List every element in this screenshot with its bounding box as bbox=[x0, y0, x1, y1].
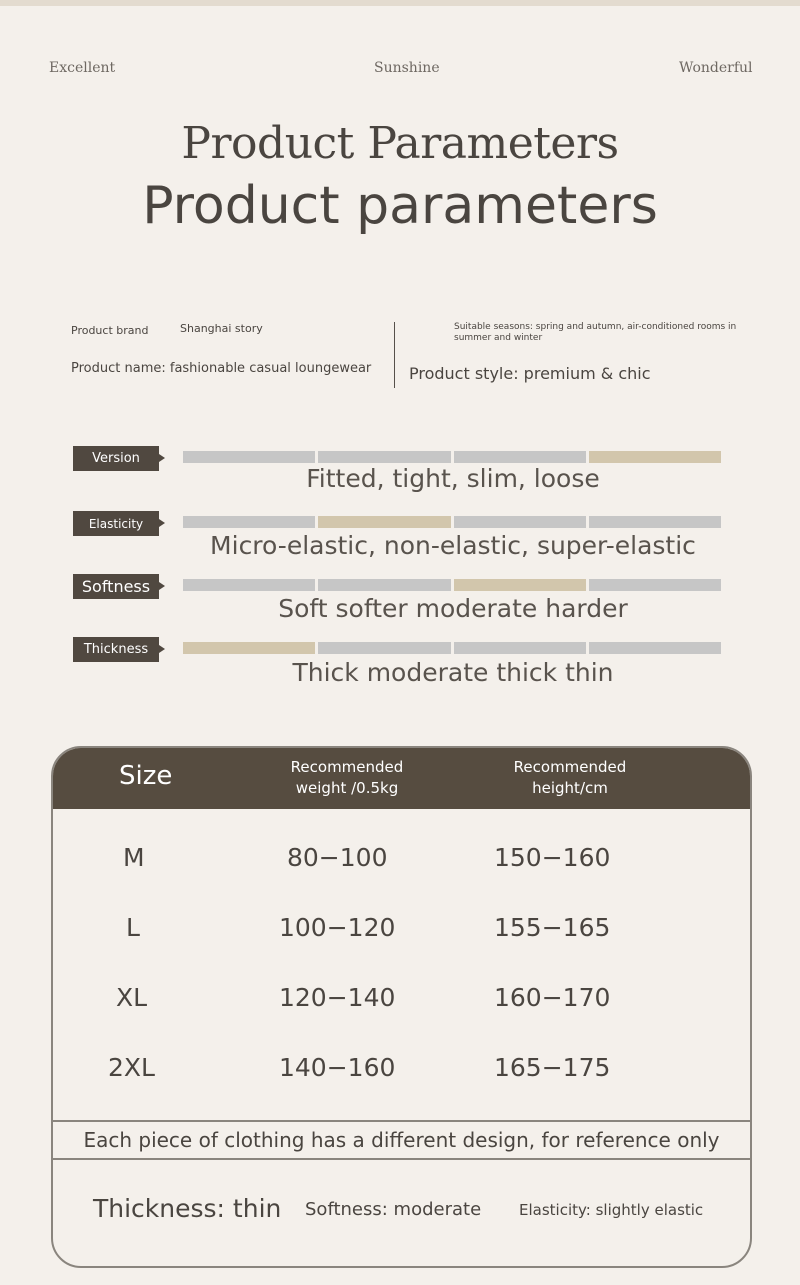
brand-label: Product brand bbox=[71, 324, 149, 337]
cell-height: 160−170 bbox=[494, 983, 611, 1012]
bar-segment bbox=[454, 516, 586, 528]
cell-weight: 120−140 bbox=[279, 983, 396, 1012]
cell-height: 150−160 bbox=[494, 843, 611, 872]
size-table-header bbox=[53, 748, 750, 809]
bar-segment bbox=[318, 579, 450, 591]
tagline-sunshine: Sunshine bbox=[374, 60, 440, 76]
header-weight-line2: weight /0.5kg bbox=[295, 779, 399, 797]
cell-weight: 100−120 bbox=[279, 913, 396, 942]
cell-size: L bbox=[126, 913, 140, 942]
param-bar-version bbox=[183, 451, 721, 463]
param-desc-softness: Soft softer moderate harder bbox=[278, 594, 628, 623]
bar-segment bbox=[589, 642, 721, 654]
table-divider bbox=[53, 1120, 750, 1122]
param-label-softness: Softness bbox=[73, 574, 159, 599]
brand-value: Shanghai story bbox=[180, 322, 263, 335]
bar-segment bbox=[183, 579, 315, 591]
param-bar-elasticity bbox=[183, 516, 721, 528]
product-style: Product style: premium & chic bbox=[409, 364, 651, 383]
param-bar-softness bbox=[183, 579, 721, 591]
table-row bbox=[53, 913, 750, 953]
bar-segment bbox=[183, 451, 315, 463]
param-desc-thickness: Thick moderate thick thin bbox=[292, 658, 614, 687]
table-row bbox=[53, 843, 750, 883]
table-divider bbox=[53, 1158, 750, 1160]
param-label-thickness: Thickness bbox=[73, 637, 159, 662]
cell-height: 155−165 bbox=[494, 913, 611, 942]
header-weight-line1: Recommended bbox=[290, 758, 404, 776]
bar-segment bbox=[318, 516, 450, 528]
header-height-line2: height/cm bbox=[532, 779, 608, 797]
size-table-card bbox=[51, 746, 752, 1268]
bar-segment bbox=[183, 516, 315, 528]
bar-segment bbox=[183, 642, 315, 654]
footer-elasticity: Elasticity: slightly elastic bbox=[519, 1201, 704, 1219]
bar-segment bbox=[454, 579, 586, 591]
cell-weight: 80−100 bbox=[287, 843, 388, 872]
bar-segment bbox=[589, 579, 721, 591]
table-row bbox=[53, 1053, 750, 1093]
bar-segment bbox=[589, 451, 721, 463]
info-divider bbox=[394, 322, 395, 388]
product-name: Product name: fashionable casual loungewear bbox=[71, 361, 372, 376]
page-title: Product parameters bbox=[142, 176, 658, 236]
cell-weight: 140−160 bbox=[279, 1053, 396, 1082]
table-row bbox=[53, 983, 750, 1023]
header-height-line1: Recommended bbox=[513, 758, 627, 776]
top-decor-strip bbox=[0, 0, 800, 6]
footer-thickness: Thickness: thin bbox=[93, 1194, 282, 1223]
bar-segment bbox=[589, 516, 721, 528]
footer-softness: Softness: moderate bbox=[305, 1199, 482, 1220]
header-size: Size bbox=[119, 761, 173, 791]
header-weight bbox=[277, 757, 417, 799]
param-bar-thickness bbox=[183, 642, 721, 654]
param-label-elasticity: Elasticity bbox=[73, 511, 159, 536]
param-desc-elasticity: Micro-elastic, non-elastic, super-elastic bbox=[210, 531, 696, 560]
bar-segment bbox=[318, 451, 450, 463]
tagline-wonderful: Wonderful bbox=[679, 60, 753, 76]
param-label-version: Version bbox=[73, 446, 159, 471]
bar-segment bbox=[454, 642, 586, 654]
cell-size: XL bbox=[116, 983, 148, 1012]
param-desc-version: Fitted, tight, slim, loose bbox=[306, 464, 600, 493]
bar-segment bbox=[454, 451, 586, 463]
suitable-seasons: Suitable seasons: spring and autumn, air-conditioned rooms in summer and winter bbox=[454, 322, 737, 343]
header-height bbox=[500, 757, 640, 799]
bar-segment bbox=[318, 642, 450, 654]
reference-note: Each piece of clothing has a different design, for reference only bbox=[83, 1128, 720, 1152]
cell-size: M bbox=[123, 843, 145, 872]
cell-size: 2XL bbox=[108, 1053, 155, 1082]
page-title-serif: Product Parameters bbox=[181, 118, 619, 169]
tagline-excellent: Excellent bbox=[49, 60, 116, 76]
cell-height: 165−175 bbox=[494, 1053, 611, 1082]
